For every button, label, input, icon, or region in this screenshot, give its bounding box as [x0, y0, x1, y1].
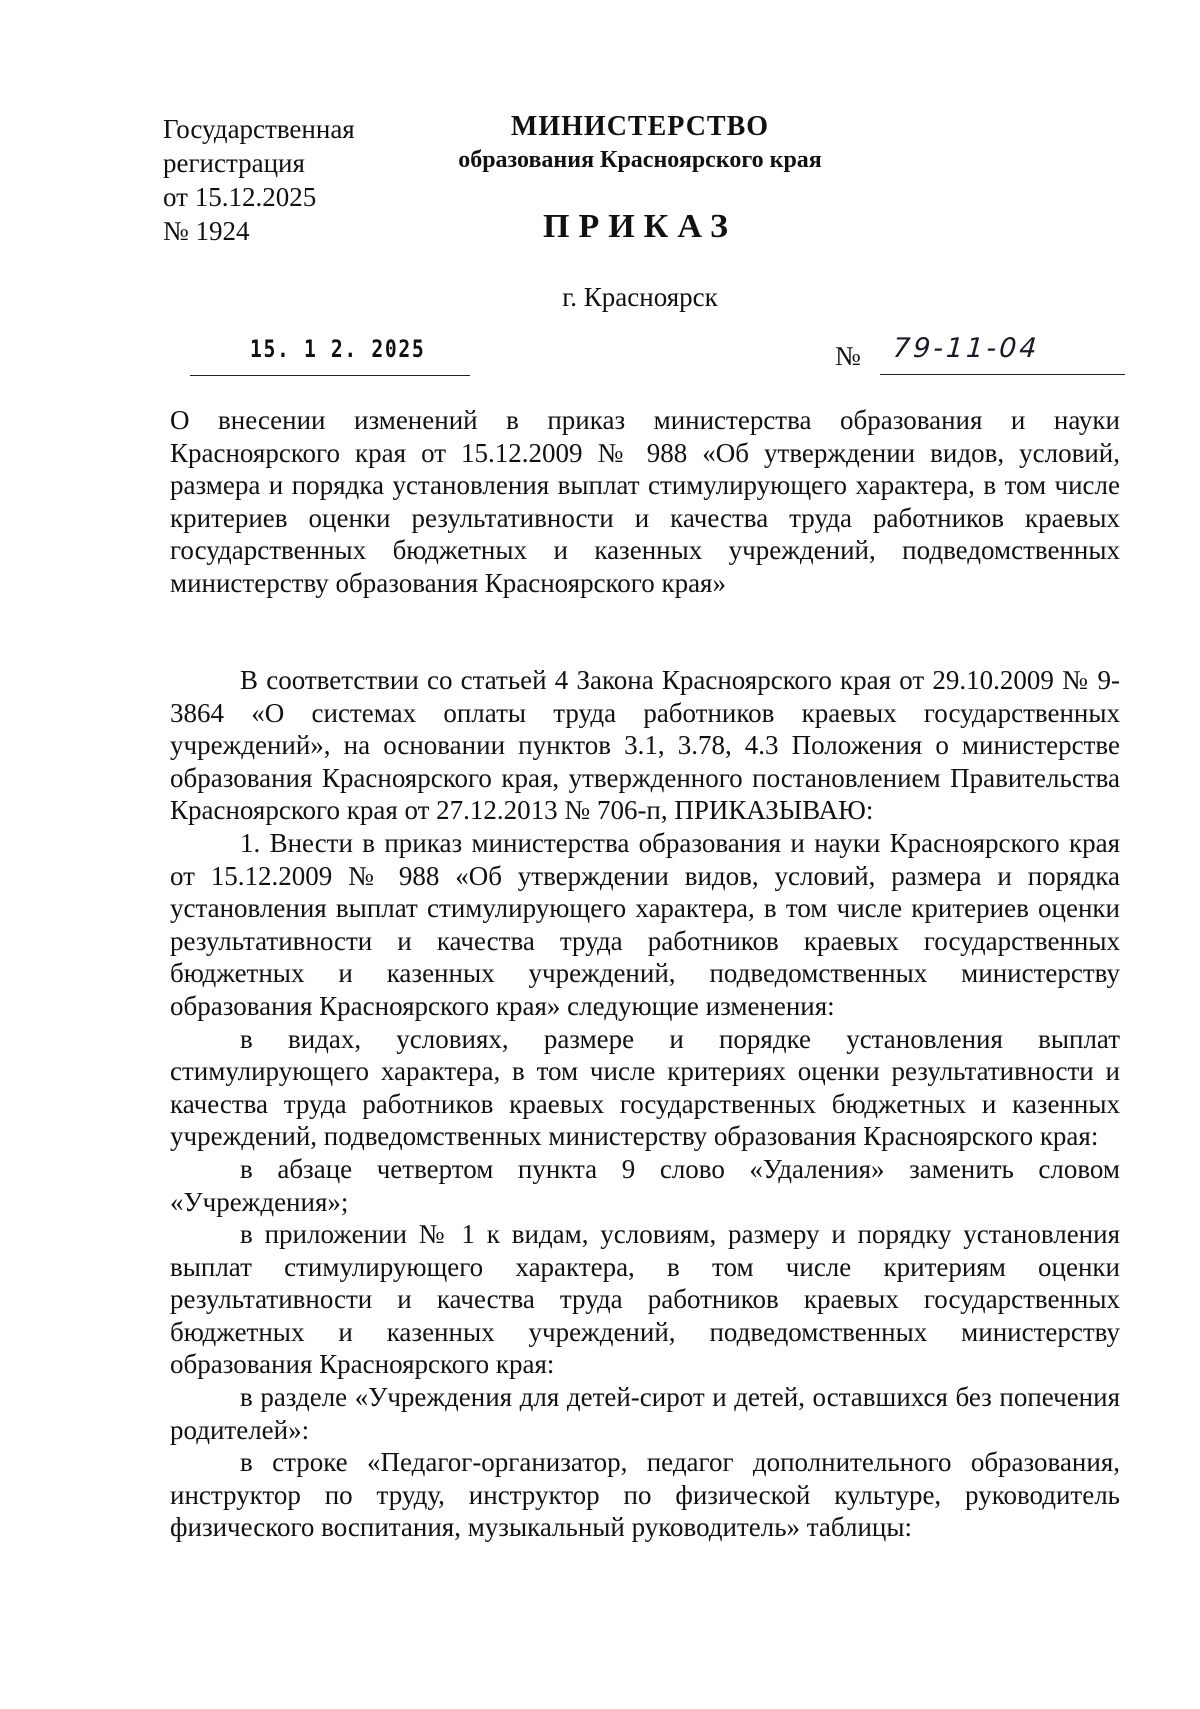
registration-stamp	[163, 112, 355, 248]
registration-line-4: № 1924	[163, 216, 250, 246]
number-underline	[880, 374, 1125, 375]
paragraph-amendment-scope: в видах, условиях, размере и порядке установления выплат стимулирующего характера, в том числе критериях оценки результативности и качества труда работников краевых государственных бюджетных и казенных учреждений, подведомственных министерству образования Красноярского края:	[170, 1023, 1120, 1152]
ministry-header	[420, 110, 860, 176]
order-body	[170, 664, 1120, 1544]
paragraph-section: в разделе «Учреждения для детей-сирот и детей, оставшихся без попечения родителей»:	[170, 1382, 1120, 1445]
paragraph-appendix-1: в приложении № 1 к видам, условиям, размеру и порядку установления выплат стимулирующего характера, в том числе критериям оценки результативности и качества труда работников краевых государственных бюджетных и казенных учреждений, подведомственных министерству образования Красноярского края:	[170, 1219, 1120, 1380]
paragraph-basis: В соответствии со статьей 4 Закона Красноярского края от 29.10.2009 № 9-3864 «О системах оплаты труда работников краевых государственных учреждений», на основании пунктов 3.1, 3.78, 4.3 Положения о министерстве образования Красноярского края, утвержденного постановлением Правительства Красноярского края от 27.12.2013 № 706-п, ПРИКАЗЫВАЮ:	[170, 665, 1120, 826]
paragraph-item-1: 1. Внести в приказ министерства образования и науки Красноярского края от 15.12.2009 № 988 «Об утверждении видов, условий, размера и порядка установления выплат стимулирующего характера, в том числе критериев оценки результативности и качества труда работников краевых государственных бюджетных и казенных учреждений, подведомственных министерству образования Красноярского края» следующие изменения:	[170, 827, 1120, 1021]
registration-line-2: регистрация	[163, 148, 305, 178]
order-number-handwritten: 79-11-04	[891, 333, 1041, 364]
city-label: г. Красноярск	[562, 282, 718, 312]
number-sign: №	[835, 341, 861, 371]
document-type-title: ПРИКАЗ	[543, 208, 737, 245]
order-subject: О внесении изменений в приказ министерства образования и науки Красноярского края от 15.12.2009 № 988 «Об утверждении видов, условий, размера и порядка установления выплат стимулирующего характера, в том числе критериев оценки результативности и качества труда работников краевых государственных бюджетных и казенных учреждений, подведомственных министерству образования Красноярского края»	[170, 405, 1120, 598]
registration-line-1: Государственная	[163, 114, 355, 144]
ministry-subtitle: образования Красноярского края	[458, 147, 822, 173]
order-date-field	[190, 335, 470, 376]
paragraph-table-row: в строке «Педагог-организатор, педагог дополнительного образования, инструктор по труду, инструктор по физической культуре, руководитель физического воспитания, музыкальный руководитель» таблицы:	[170, 1447, 1120, 1543]
registration-line-3: от 15.12.2025	[163, 182, 317, 212]
paragraph-amendment-point-9: в абзаце четвертом пункта 9 слово «Удаления» заменить словом «Учреждения»;	[170, 1153, 1120, 1217]
ministry-title: МИНИСТЕРСТВО	[510, 111, 770, 142]
order-date-stamp: 15. 1 2. 2025	[250, 335, 426, 363]
order-number-field	[835, 335, 1125, 375]
